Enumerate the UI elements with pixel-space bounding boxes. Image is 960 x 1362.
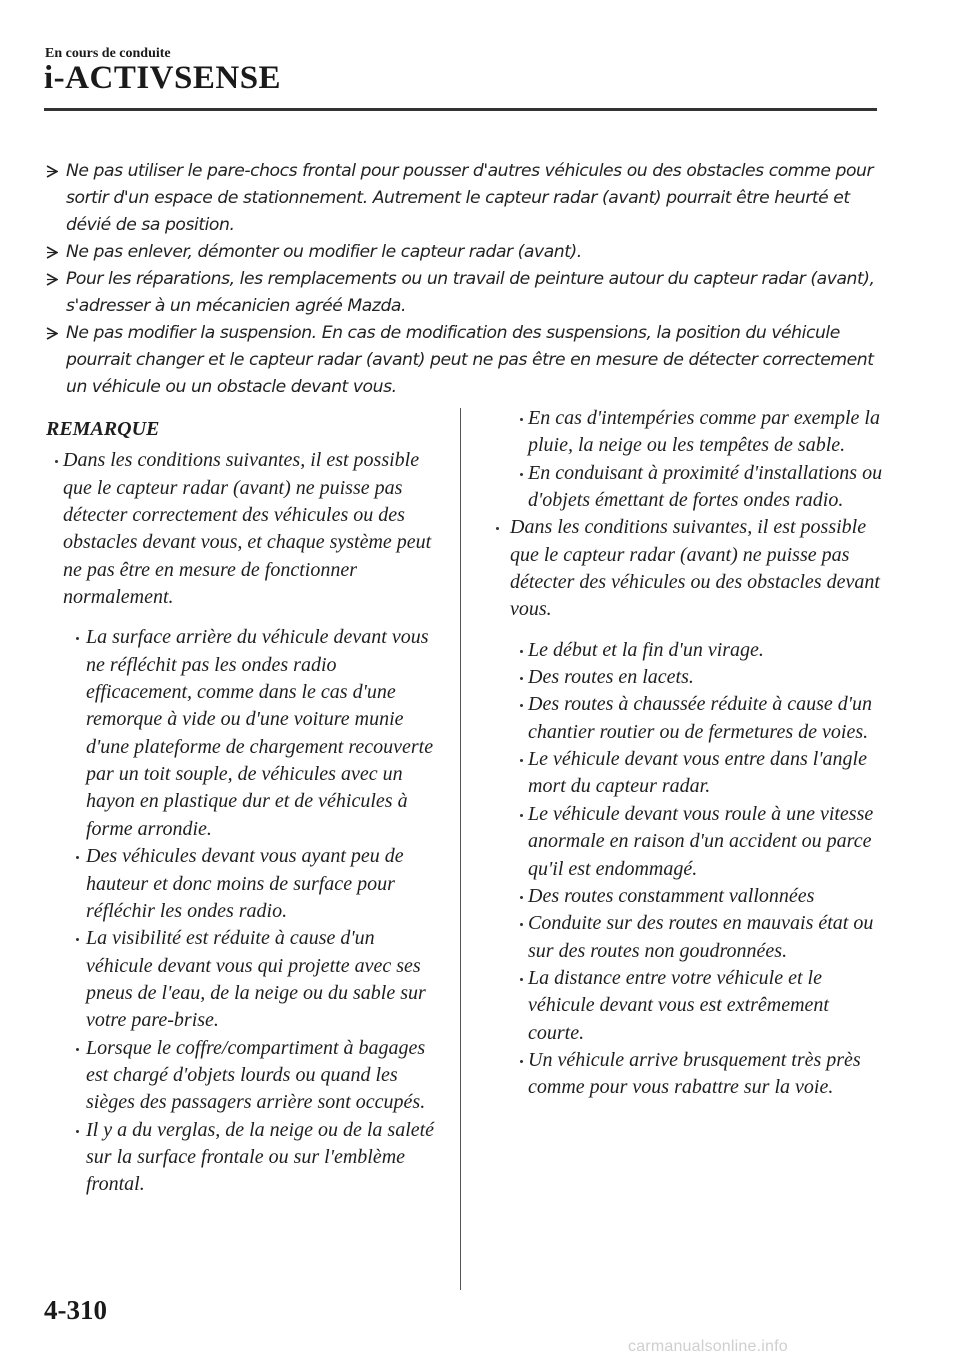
list-item <box>490 514 890 623</box>
bullet-dot-icon <box>76 938 79 941</box>
list-item <box>490 883 890 910</box>
list-item-text: La surface arrière du véhicule devant vous ne réfléchit pas les ondes radio efficacement, comme dans le cas d'une remorque à vide ou d'une voiture munie d'une plateforme de chargement recouverte par un toit souple, de véhicules avec un hayon en plastique dur et de véhicules à forme arrondie. <box>86 626 434 840</box>
bullet-dot-icon <box>76 637 79 640</box>
section-label: En cours de conduite <box>45 46 171 61</box>
list-item-text: En conduisant à proximité d'installations ou d'objets émettant de fortes ondes radio. <box>528 461 883 512</box>
page-number: 4-310 <box>44 1295 107 1325</box>
list-item <box>46 624 446 843</box>
list-item <box>490 801 890 883</box>
arrow-bullet-icon <box>46 165 58 178</box>
bullet-dot-icon <box>520 923 523 926</box>
page-title: i-ACTIVSENSE <box>44 60 282 96</box>
bullet-dot-icon <box>76 1048 79 1051</box>
remarque-heading: REMARQUE <box>46 418 160 440</box>
list-item <box>46 843 446 925</box>
remarque-right-column <box>490 405 890 1102</box>
column-divider <box>460 408 461 1290</box>
list-item-text: Des routes constamment vallonnées <box>528 884 815 907</box>
list-item-text: La distance entre votre véhicule et le véhicule devant vous est extrêmement courte. <box>528 966 829 1044</box>
arrow-bullet-icon <box>46 327 58 340</box>
warning-text: Ne pas utiliser le pare-chocs frontal pour pousser d'autres véhicules ou des obstacles comme pour sortir d'un espace de stationnement. Autrement le capteur radar (avant) pourrait être heurté et dévié de sa position. <box>66 161 874 235</box>
list-item-text: Le début et la fin d'un virage. <box>528 638 764 661</box>
list-item-text: En cas d'intempéries comme par exemple la pluie, la neige ou les tempêtes de sable. <box>528 407 880 457</box>
header-rule <box>44 108 877 111</box>
list-item-text: Des routes en lacets. <box>528 666 694 689</box>
list-item <box>490 405 890 460</box>
list-item <box>490 637 890 664</box>
list-item-text: Le véhicule devant vous roule à une vitesse anormale en raison d'un accident ou parce qu'il est endommagé. <box>528 802 874 880</box>
bullet-dot-icon <box>55 460 58 463</box>
list-item-text: Dans les conditions suivantes, il est possible que le capteur radar (avant) ne puisse pas détecter correctement des véhicules ou des obstacles devant vous, et chaque système peut ne pas être en mesure de fonctionner normalement. <box>63 449 432 609</box>
bullet-dot-icon <box>520 978 523 981</box>
list-item-text: Des véhicules devant vous ayant peu de hauteur et donc moins de surface pour réfléchir les ondes radio. <box>86 845 404 922</box>
warning-item <box>46 239 876 266</box>
list-item <box>46 925 446 1034</box>
list-item-text: Le véhicule devant vous entre dans l'angle mort du capteur radar. <box>528 748 867 798</box>
list-item-text: Lorsque le coffre/compartiment à bagages est chargé d'objets lourds ou quand les sièges des passagers arrière sont occupés. <box>86 1036 426 1114</box>
bullet-dot-icon <box>76 1130 79 1133</box>
bullet-dot-icon <box>520 650 523 653</box>
warning-item <box>46 266 876 320</box>
warning-item <box>46 158 876 239</box>
list-item <box>490 746 890 801</box>
warning-item <box>46 320 876 401</box>
list-item <box>46 1035 446 1117</box>
list-item-text: Il y a du verglas, de la neige ou de la saleté sur la surface frontale ou sur l'emblème frontal. <box>86 1118 435 1196</box>
bullet-dot-icon <box>496 527 499 530</box>
bullet-dot-icon <box>520 896 523 899</box>
list-item <box>490 460 890 515</box>
bullet-dot-icon <box>520 704 523 707</box>
list-item <box>490 1047 890 1102</box>
warning-text: Pour les réparations, les remplacements ou un travail de peinture autour du capteur radar (avant), s'adresser à un mécanicien agréé Mazda. <box>66 269 875 316</box>
watermark: carmanualsonline.info <box>628 1338 788 1355</box>
arrow-bullet-icon <box>46 246 58 259</box>
arrow-bullet-icon <box>46 273 58 286</box>
bullet-dot-icon <box>520 1060 523 1063</box>
bullet-dot-icon <box>520 473 523 476</box>
list-item <box>46 1117 446 1199</box>
bullet-dot-icon <box>520 677 523 680</box>
list-item <box>46 447 446 611</box>
list-item-text: Un véhicule arrive brusquement très près comme pour vous rabattre sur la voie. <box>528 1048 861 1099</box>
list-item-text: La visibilité est réduite à cause d'un véhicule devant vous qui projette avec ses pneus de l'eau, de la neige ou du sable sur votre pare-brise. <box>86 927 426 1032</box>
warning-list <box>46 158 876 401</box>
list-item <box>490 910 890 965</box>
list-item <box>490 664 890 691</box>
remarque-left-column <box>46 416 446 1199</box>
list-item <box>490 691 890 746</box>
warning-text: Ne pas enlever, démonter ou modifier le capteur radar (avant). <box>66 242 582 262</box>
bullet-dot-icon <box>520 759 523 762</box>
bullet-dot-icon <box>520 814 523 817</box>
list-item-text: Conduite sur des routes en mauvais état ou sur des routes non goudronnées. <box>528 912 874 962</box>
list-item <box>490 965 890 1047</box>
list-item-text: Des routes à chaussée réduite à cause d'un chantier routier ou de fermetures de voies. <box>528 693 873 743</box>
bullet-dot-icon <box>520 418 523 421</box>
list-item-text: Dans les conditions suivantes, il est possible que le capteur radar (avant) ne puisse pas détecter des véhicules ou des obstacles devant vous. <box>510 516 880 621</box>
bullet-dot-icon <box>76 856 79 859</box>
warning-text: Ne pas modifier la suspension. En cas de modification des suspensions, la position du véhicule pourrait changer et le capteur radar (avant) peut ne pas être en mesure de détecter correctement un véhicule ou un obstacle devant vous. <box>66 323 874 397</box>
